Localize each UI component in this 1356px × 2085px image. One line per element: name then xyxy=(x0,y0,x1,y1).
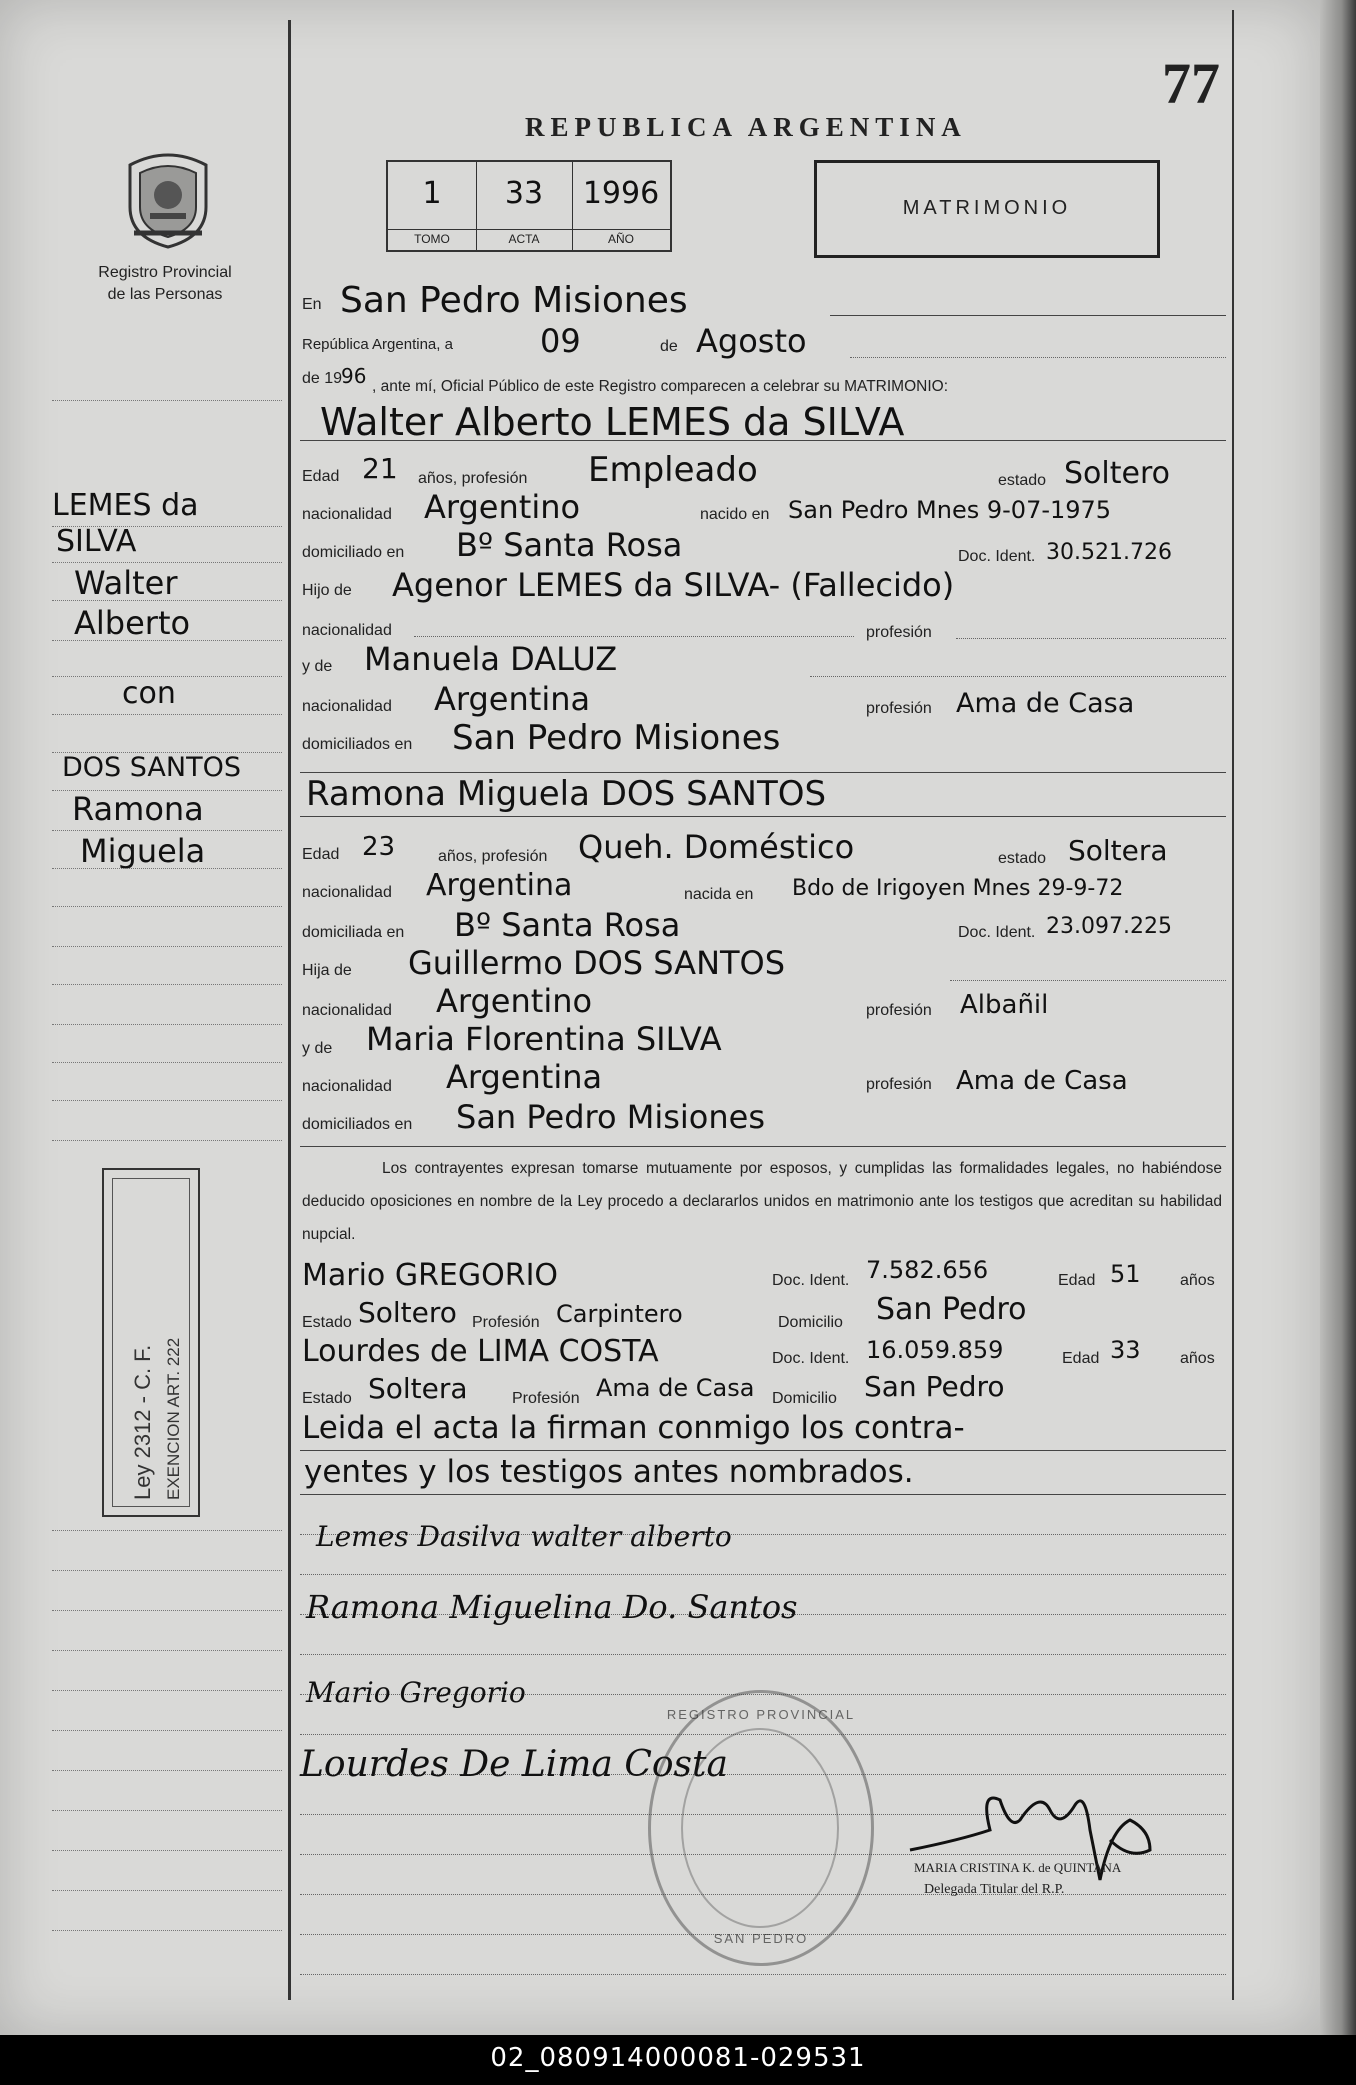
officer-name: MARIA CRISTINA K. de QUINTANA xyxy=(914,1860,1122,1875)
stamp-line-2: EXENCION ART. 222 xyxy=(164,1337,183,1500)
month: Agosto xyxy=(696,322,807,360)
bride-father-profession: Albañil xyxy=(960,990,1049,1020)
witness2-dom-label: Domicilio xyxy=(772,1390,837,1407)
groom-parents-domicile: San Pedro Misiones xyxy=(452,718,781,758)
bride-estado-label: estado xyxy=(998,850,1047,867)
republica-label: República Argentina, a xyxy=(302,336,453,353)
de-label: de xyxy=(660,338,678,355)
witness2-edad-label: Edad xyxy=(1062,1350,1100,1367)
margin-groom-given-1: Walter xyxy=(74,564,178,602)
witness2-doc: 16.059.859 xyxy=(866,1336,1004,1364)
groom-status: Soltero xyxy=(1064,456,1170,491)
groom-doc-label: Doc. Ident. xyxy=(958,548,1036,565)
groom-profession: Empleado xyxy=(588,450,758,490)
seal-bottom-text: SAN PEDRO xyxy=(713,1931,809,1946)
margin-bride-surname: DOS SANTOS xyxy=(62,752,241,783)
bride-edad-label: Edad xyxy=(302,846,340,863)
signature-bride: Ramona Miguelina Do. Santos xyxy=(306,1588,798,1626)
place: San Pedro Misiones xyxy=(340,280,688,321)
official-seal xyxy=(648,1690,874,1966)
bride-doc-label: Doc. Ident. xyxy=(958,924,1036,941)
tomo-label: TOMO xyxy=(388,229,476,246)
groom-dom-label: domiciliado en xyxy=(302,544,405,561)
witness1-prof-label: Profesión xyxy=(472,1314,540,1331)
witness2-prof-label: Profesión xyxy=(512,1390,580,1407)
bride-status: Soltera xyxy=(1068,834,1168,867)
bride-parents-domicile: San Pedro Misiones xyxy=(456,1098,766,1136)
witness2-age: 33 xyxy=(1110,1336,1141,1364)
bride-nationality: Argentina xyxy=(426,868,573,903)
closing-line-2: yentes y los testigos antes nombrados. xyxy=(304,1454,914,1490)
groom-mother-prof-label: profesión xyxy=(866,700,932,717)
bride-father-nationality: Argentino xyxy=(436,982,593,1020)
bride-father-nac-label: nacionalidad xyxy=(302,1002,392,1019)
groom-father-label: Hijo de xyxy=(302,582,352,599)
bride-parents-dom-label: domiciliados en xyxy=(302,1116,413,1133)
groom-nationality: Argentino xyxy=(424,488,581,526)
witness2-profession: Ama de Casa xyxy=(596,1374,755,1402)
witness1-age: 51 xyxy=(1110,1260,1141,1288)
groom-mother-profession: Ama de Casa xyxy=(956,688,1135,719)
signature-witness1: Mario Gregorio xyxy=(306,1676,526,1709)
officer-title: Delegada Titular del R.P. xyxy=(924,1882,1065,1897)
seal-top-text: REGISTRO PROVINCIAL xyxy=(666,1707,856,1722)
groom-age: 21 xyxy=(362,452,398,485)
bride-father: Guillermo DOS SANTOS xyxy=(408,944,786,982)
bride-doc: 23.097.225 xyxy=(1046,914,1172,939)
witness1-profession: Carpintero xyxy=(556,1300,683,1328)
groom-nac-label: nacionalidad xyxy=(302,506,392,523)
groom-name: Walter Alberto LEMES da SILVA xyxy=(320,400,905,444)
margin-groom-surname-2: SILVA xyxy=(56,524,137,559)
bride-mother-label: y de xyxy=(302,1040,333,1057)
signature-witness2: Lourdes De Lima Costa xyxy=(300,1744,728,1785)
groom-mother: Manuela DALUZ xyxy=(364,640,618,678)
groom-estado-label: estado xyxy=(998,472,1047,489)
witness1-doc: 7.582.656 xyxy=(866,1256,989,1284)
record-type-box xyxy=(814,160,1160,258)
country-title: REPUBLICA ARGENTINA xyxy=(525,112,967,142)
bride-name: Ramona Miguela DOS SANTOS xyxy=(306,774,827,814)
page-edge xyxy=(1320,0,1356,2035)
margin-con: con xyxy=(122,676,176,711)
bride-domicile: Bº Santa Rosa xyxy=(454,906,681,944)
groom-anos-prof-label: años, profesión xyxy=(418,470,528,487)
groom-birth: San Pedro Mnes 9-07-1975 xyxy=(788,496,1112,524)
registry-name: Registro Provincial de las Personas xyxy=(98,264,232,303)
acta-cell xyxy=(476,162,573,250)
margin-bride-given-2: Miguela xyxy=(80,832,206,870)
bride-mother: Maria Florentina SILVA xyxy=(366,1020,722,1058)
groom-mother-nac-label: nacionalidad xyxy=(302,698,392,715)
margin-groom-surname-1: LEMES da xyxy=(52,488,199,523)
witness1-domicile: San Pedro xyxy=(876,1292,1027,1327)
closing-line-1: Leida el acta la firman conmigo los contra- xyxy=(302,1410,965,1446)
declaration-text: Los contrayentes expresan tomarse mutuamente por esposos, y cumplidas las formalidades legales, no habiéndose deducido oposiciones en nombre de la Ley procedo a declararlos unidos en matrimonio ante los testigos que acreditan su habilidad nupcial. xyxy=(302,1160,1222,1243)
bride-mother-nationality: Argentina xyxy=(446,1058,603,1096)
tomo-cell xyxy=(388,162,477,250)
witness2-status: Soltera xyxy=(368,1372,468,1405)
record-number-box xyxy=(386,160,672,252)
record-type: MATRIMONIO xyxy=(902,197,1072,219)
margin-bride-given-1: Ramona xyxy=(72,790,204,828)
witness1-doc-label: Doc. Ident. xyxy=(772,1272,850,1289)
year-suffix: 96 xyxy=(341,364,367,388)
witness1-dom-label: Domicilio xyxy=(778,1314,843,1331)
ano-value: 1996 xyxy=(582,176,660,211)
bride-anos-prof-label: años, profesión xyxy=(438,848,548,865)
groom-doc: 30.521.726 xyxy=(1046,540,1172,565)
image-code: 02_080914000081-029531 xyxy=(490,2043,866,2073)
bride-father-label: Hija de xyxy=(302,962,352,979)
witness2-domicile: San Pedro xyxy=(864,1370,1005,1403)
image-code-bar xyxy=(0,2035,1356,2085)
groom-mother-nationality: Argentina xyxy=(434,680,591,718)
groom-parents-dom-label: domiciliados en xyxy=(302,736,413,753)
groom-edad-label: Edad xyxy=(302,468,340,485)
tomo-value: 1 xyxy=(422,176,442,211)
right-margin-rule xyxy=(1232,10,1234,2000)
page-number: 77 xyxy=(1162,51,1220,116)
stamp-line-1: Ley 2312 - C. F. xyxy=(130,1344,155,1500)
witness1-anos-label: años xyxy=(1180,1272,1215,1289)
left-margin-rule xyxy=(288,20,291,2000)
witness1-edad-label: Edad xyxy=(1058,1272,1096,1289)
groom-mother-label: y de xyxy=(302,658,333,675)
witness1-status: Soltero xyxy=(358,1296,457,1329)
bride-nac-label: nacionalidad xyxy=(302,884,392,901)
exemption-stamp xyxy=(102,1168,200,1517)
bride-mother-prof-label: profesión xyxy=(866,1076,932,1093)
witness1-estado-label: Estado xyxy=(302,1314,352,1331)
groom-nacido-label: nacido en xyxy=(700,506,770,523)
witness2-estado-label: Estado xyxy=(302,1390,352,1407)
margin-groom-given-2: Alberto xyxy=(74,604,191,642)
coat-of-arms-icon xyxy=(120,145,216,250)
witness2-doc-label: Doc. Ident. xyxy=(772,1350,850,1367)
bride-nacida-label: nacida en xyxy=(684,886,754,903)
day: 09 xyxy=(540,322,581,360)
bride-age: 23 xyxy=(362,832,396,862)
groom-father-nac-label: nacionalidad xyxy=(302,622,392,639)
groom-father: Agenor LEMES da SILVA- (Fallecido) xyxy=(392,566,955,604)
acta-value: 33 xyxy=(504,176,544,211)
bride-profession: Queh. Doméstico xyxy=(578,828,855,866)
witness1-name: Mario GREGORIO xyxy=(302,1258,559,1293)
bride-mother-nac-label: nacionalidad xyxy=(302,1078,392,1095)
groom-father-prof-label: profesión xyxy=(866,624,932,641)
bride-birth: Bdo de Irigoyen Mnes 29-9-72 xyxy=(792,876,1124,901)
bride-mother-profession: Ama de Casa xyxy=(956,1066,1128,1096)
witness2-name: Lourdes de LIMA COSTA xyxy=(302,1334,659,1369)
groom-domicile: Bº Santa Rosa xyxy=(456,526,683,564)
bride-dom-label: domiciliada en xyxy=(302,924,405,941)
ano-label: AÑO xyxy=(572,229,670,246)
signature-groom: Lemes Dasilva walter alberto xyxy=(316,1520,732,1553)
de19-label: de 19 xyxy=(302,370,343,387)
ano-cell xyxy=(572,162,670,250)
witness2-anos-label: años xyxy=(1180,1350,1215,1367)
acta-label: ACTA xyxy=(476,229,572,246)
en-label: En xyxy=(302,296,322,313)
bride-father-prof-label: profesión xyxy=(866,1002,932,1019)
intro-statement: , ante mí, Oficial Público de este Registro comparecen a celebrar su MATRIMONIO: xyxy=(372,378,949,395)
